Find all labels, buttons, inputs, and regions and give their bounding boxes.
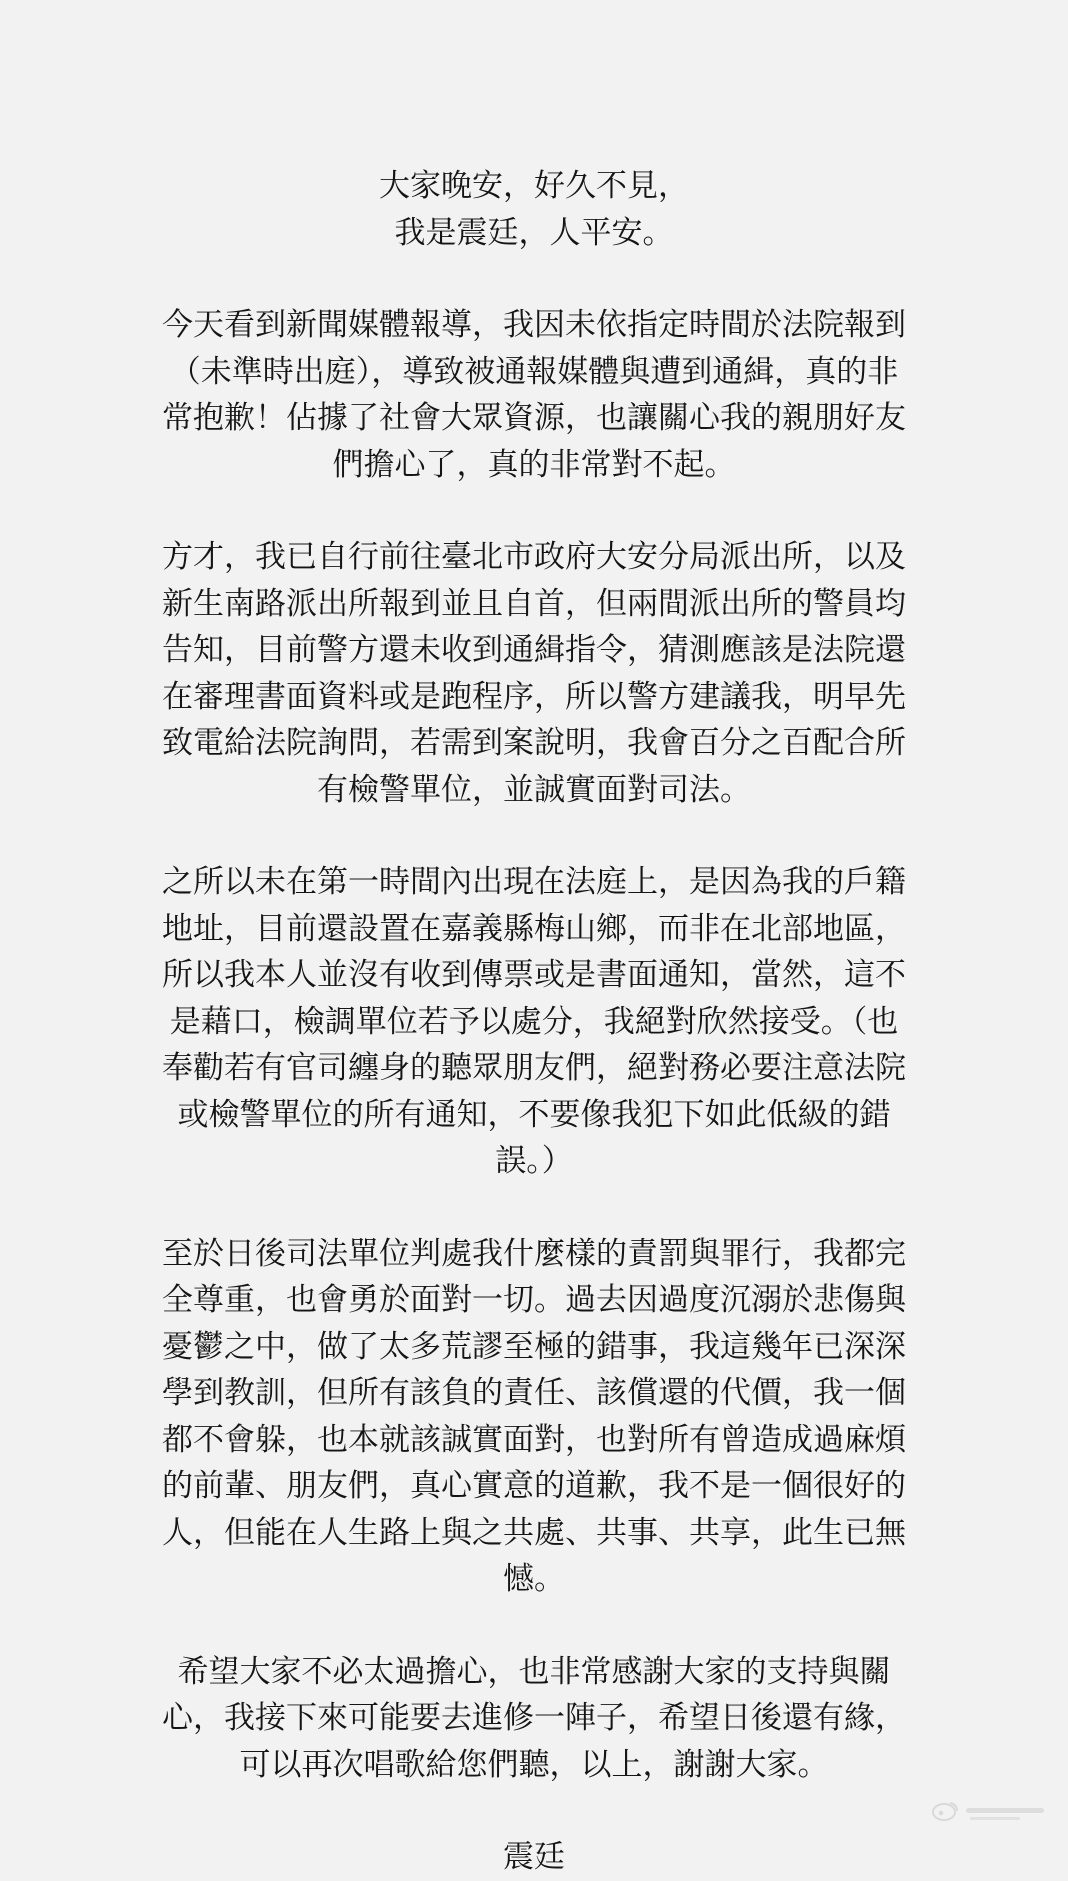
greeting-line: 我是震廷，人平安。 — [394, 214, 674, 251]
text-line: 誤。） — [495, 1143, 573, 1179]
text-line: 新生南路派出所報到並且自首，但兩間派出所的警員均 — [162, 585, 906, 622]
text-line: 常抱歉！佔據了社會大眾資源，也讓關心我的親朋好友 — [162, 400, 906, 436]
text-line: 人，但能在人生路上與之共處、共事、共享，此生已無 — [162, 1514, 906, 1551]
greeting — [70, 163, 998, 256]
text-line: 全尊重，也會勇於面對一切。過去因過度沉溺於悲傷與 — [162, 1282, 906, 1318]
text-line: 有檢警單位，並誠實面對司法。 — [317, 771, 751, 808]
text-line: 是藉口，檢調單位若予以處分，我絕對欣然接受。（也 — [169, 1003, 899, 1040]
signature — [70, 1834, 998, 1881]
text-line: 所以我本人並沒有收到傳票或是書面通知，當然，這不 — [162, 957, 906, 993]
text-line: 地址，目前還設置在嘉義縣梅山鄉，而非在北部地區， — [162, 910, 906, 947]
text-line: 憾。 — [503, 1561, 565, 1597]
text-line: 至於日後司法單位判處我什麼樣的責罰與罪行，我都完 — [162, 1235, 906, 1272]
text-line: 學到教訓，但所有該負的責任、該償還的代價，我一個 — [162, 1375, 906, 1411]
text-line: （未準時出庭），導致被通報媒體與遭到通緝，真的非 — [169, 353, 899, 390]
statement-letter — [70, 163, 998, 1881]
text-line: 方才，我已自行前往臺北市政府大安分局派出所，以及 — [162, 539, 906, 575]
text-line: 或檢警單位的所有通知，不要像我犯下如此低級的錯 — [177, 1096, 891, 1133]
text-line: 的前輩、朋友們，真心實意的道歉，我不是一個很好的 — [162, 1468, 906, 1504]
text-line: 可以再次唱歌給您們聽，以上，謝謝大家。 — [239, 1746, 829, 1783]
text-line: 今天看到新聞媒體報導，我因未依指定時間於法院報到 — [162, 307, 906, 343]
paragraph-police-station — [70, 534, 998, 813]
paragraph-household-address — [70, 859, 998, 1185]
text-line: 告知，目前警方還未收到通緝指令，猜測應該是法院還 — [162, 632, 906, 668]
text-line: 憂鬱之中，做了太多荒謬至極的錯事，我這幾年已深深 — [162, 1328, 906, 1365]
text-line: 們擔心了，真的非常對不起。 — [332, 446, 736, 483]
text-line: 都不會躲，也本就該誠實面對，也對所有曾造成過麻煩 — [162, 1421, 906, 1458]
signature-name: 震廷 — [503, 1839, 565, 1875]
text-line: 之所以未在第一時間內出現在法庭上，是因為我的戶籍 — [162, 864, 906, 900]
greeting-line: 大家晚安，好久不見， — [379, 168, 689, 204]
paragraph-closing — [70, 1649, 998, 1789]
paragraph-news-report — [70, 302, 998, 488]
text-line: 在審理書面資料或是跑程序，所以警方建議我，明早先 — [162, 678, 906, 715]
text-line: 致電給法院詢問，若需到案說明，我會百分之百配合所 — [162, 725, 906, 761]
text-line: 希望大家不必太過擔心，也非常感謝大家的支持與關 — [177, 1653, 891, 1690]
text-line: 奉勸若有官司纏身的聽眾朋友們，絕對務必要注意法院 — [162, 1050, 906, 1086]
text-line: 心，我接下來可能要去進修一陣子，希望日後還有緣， — [162, 1700, 906, 1736]
platform-watermark-logo-icon — [930, 1796, 1050, 1824]
paragraph-apology — [70, 1231, 998, 1603]
